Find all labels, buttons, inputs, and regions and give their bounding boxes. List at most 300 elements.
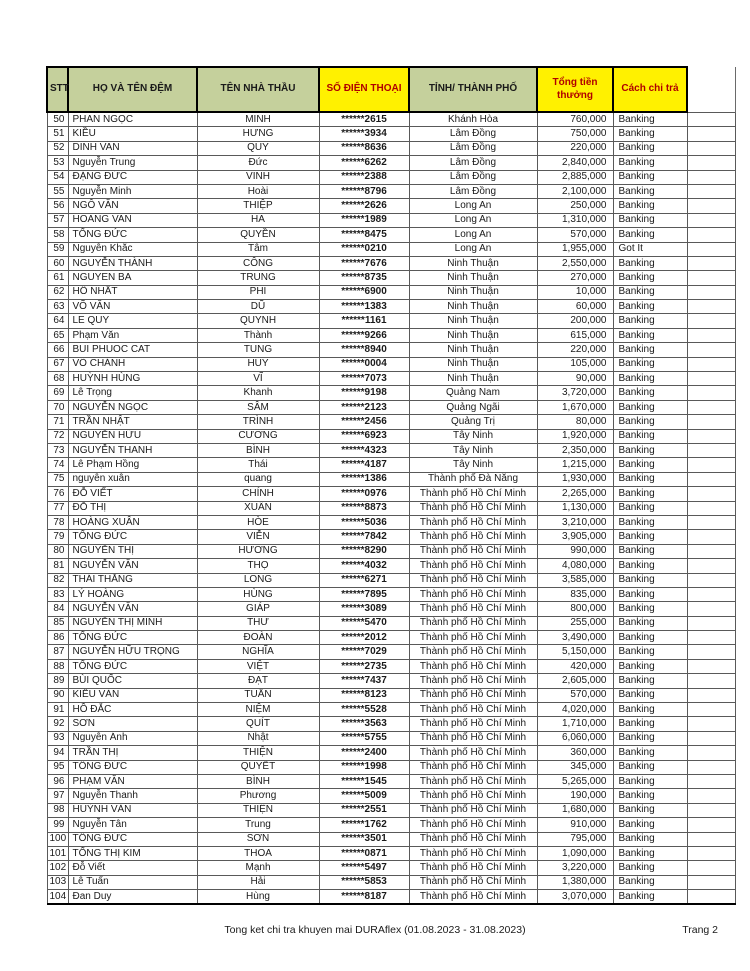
table-cell: Thành phố Hồ Chí Minh bbox=[409, 631, 537, 645]
table-cell: Ninh Thuận bbox=[409, 300, 537, 314]
table-cell: Banking bbox=[613, 112, 687, 127]
table-cell: Phương bbox=[197, 789, 319, 803]
table-cell: 570,000 bbox=[537, 688, 613, 702]
table-row bbox=[47, 659, 735, 673]
table-cell: 190,000 bbox=[537, 789, 613, 803]
table-cell: 615,000 bbox=[537, 328, 613, 342]
table-cell: TỐNG ĐỨC bbox=[68, 659, 197, 673]
table-row bbox=[47, 544, 735, 558]
table-cell: 52 bbox=[47, 141, 68, 155]
table-cell: MINH bbox=[197, 112, 319, 127]
table-cell-blank bbox=[687, 357, 735, 371]
table-cell: BÙI QUỐC bbox=[68, 674, 197, 688]
table-cell: SƠN bbox=[197, 832, 319, 846]
table-cell: Thành phố Hồ Chí Minh bbox=[409, 530, 537, 544]
table-cell: 63 bbox=[47, 300, 68, 314]
table-cell: ĐỖ THỊ bbox=[68, 501, 197, 515]
table-cell: Banking bbox=[613, 300, 687, 314]
table-cell-blank bbox=[687, 774, 735, 788]
table-cell-blank bbox=[687, 760, 735, 774]
table-row bbox=[47, 127, 735, 141]
table-cell: HƯNG bbox=[197, 127, 319, 141]
table-cell: Long An bbox=[409, 199, 537, 213]
table-cell: Banking bbox=[613, 645, 687, 659]
table-cell: Mạnh bbox=[197, 861, 319, 875]
table-cell: BÌNH bbox=[197, 774, 319, 788]
table-cell: 255,000 bbox=[537, 616, 613, 630]
table-cell: Thành phố Hồ Chí Minh bbox=[409, 573, 537, 587]
table-cell: Thành phố Hồ Chí Minh bbox=[409, 487, 537, 501]
table-cell: Lâm Đồng bbox=[409, 184, 537, 198]
table-cell: VÕ CHÁNH bbox=[68, 357, 197, 371]
table-cell-blank bbox=[687, 415, 735, 429]
table-cell: NGUYỄN VĂN bbox=[68, 602, 197, 616]
table-cell: 250,000 bbox=[537, 199, 613, 213]
table-cell: Banking bbox=[613, 213, 687, 227]
table-cell-blank bbox=[687, 472, 735, 486]
table-row bbox=[47, 530, 735, 544]
table-row bbox=[47, 487, 735, 501]
table-cell: THIỆN bbox=[197, 803, 319, 817]
table-cell: Banking bbox=[613, 818, 687, 832]
table-row bbox=[47, 731, 735, 745]
table-row bbox=[47, 645, 735, 659]
table-cell: Banking bbox=[613, 256, 687, 270]
table-cell: QUYỀN bbox=[197, 228, 319, 242]
table-cell: Thành phố Hồ Chí Minh bbox=[409, 717, 537, 731]
table-cell: Thành phố Hồ Chí Minh bbox=[409, 602, 537, 616]
table-cell: TỐNG ĐỨC bbox=[68, 631, 197, 645]
table-cell: TỐNG ĐỨC bbox=[68, 228, 197, 242]
table-cell-blank bbox=[687, 429, 735, 443]
table-cell: 1,680,000 bbox=[537, 803, 613, 817]
table-header bbox=[47, 67, 735, 112]
table-cell: 2,265,000 bbox=[537, 487, 613, 501]
table-row bbox=[47, 774, 735, 788]
table-cell: NIỆM bbox=[197, 703, 319, 717]
table-row bbox=[47, 400, 735, 414]
table-cell: Banking bbox=[613, 501, 687, 515]
table-cell: THƯ bbox=[197, 616, 319, 630]
table-cell: Ninh Thuận bbox=[409, 256, 537, 270]
table-cell: HUỲNH HÙNG bbox=[68, 372, 197, 386]
table-cell: ******1762 bbox=[319, 818, 409, 832]
table-cell: 1,215,000 bbox=[537, 458, 613, 472]
table-cell: Tây Ninh bbox=[409, 458, 537, 472]
table-cell: PHẠM VĂN bbox=[68, 774, 197, 788]
table-cell: Banking bbox=[613, 328, 687, 342]
table-row bbox=[47, 184, 735, 198]
table-cell: QUY bbox=[197, 141, 319, 155]
table-cell: Banking bbox=[613, 228, 687, 242]
table-cell: 750,000 bbox=[537, 127, 613, 141]
table-cell: 69 bbox=[47, 386, 68, 400]
table-cell-blank bbox=[687, 530, 735, 544]
table-cell: 2,885,000 bbox=[537, 170, 613, 184]
table-cell: DŨ bbox=[197, 300, 319, 314]
table-cell: Banking bbox=[613, 544, 687, 558]
table-cell: ******5853 bbox=[319, 875, 409, 889]
table-cell: 76 bbox=[47, 487, 68, 501]
table-row bbox=[47, 156, 735, 170]
table-cell: Thành phố Hồ Chí Minh bbox=[409, 544, 537, 558]
table-cell-blank bbox=[687, 544, 735, 558]
table-cell: ******1998 bbox=[319, 760, 409, 774]
table-cell: 79 bbox=[47, 530, 68, 544]
table-cell: 6,060,000 bbox=[537, 731, 613, 745]
table-cell: 420,000 bbox=[537, 659, 613, 673]
table-cell: ******2123 bbox=[319, 400, 409, 414]
table-cell: 360,000 bbox=[537, 746, 613, 760]
table-cell-blank bbox=[687, 487, 735, 501]
table-cell-blank bbox=[687, 343, 735, 357]
table-cell: ******8475 bbox=[319, 228, 409, 242]
table-cell-blank bbox=[687, 213, 735, 227]
table-cell: 1,710,000 bbox=[537, 717, 613, 731]
table-cell: 99 bbox=[47, 818, 68, 832]
table-cell-blank bbox=[687, 818, 735, 832]
table-cell: TRẦN NHẬT bbox=[68, 415, 197, 429]
table-row bbox=[47, 602, 735, 616]
table-cell: 89 bbox=[47, 674, 68, 688]
table-cell: Ninh Thuận bbox=[409, 328, 537, 342]
table-cell: Nguyễn Khắc bbox=[68, 242, 197, 256]
page-footer bbox=[0, 924, 750, 944]
table-cell: Banking bbox=[613, 415, 687, 429]
table-cell: 53 bbox=[47, 156, 68, 170]
table-cell: NGUYỄN THỊ bbox=[68, 544, 197, 558]
table-cell-blank bbox=[687, 228, 735, 242]
table-cell: ******9198 bbox=[319, 386, 409, 400]
table-cell: 59 bbox=[47, 242, 68, 256]
table-cell: 83 bbox=[47, 587, 68, 601]
table-cell: Lâm Đồng bbox=[409, 170, 537, 184]
table-cell: LONG bbox=[197, 573, 319, 587]
table-cell: ******2626 bbox=[319, 199, 409, 213]
table-cell: HÙNG bbox=[197, 587, 319, 601]
table-cell-blank bbox=[687, 372, 735, 386]
table-row bbox=[47, 559, 735, 573]
table-cell: Thành phố Hồ Chí Minh bbox=[409, 861, 537, 875]
table-cell-blank bbox=[687, 587, 735, 601]
table-cell: Banking bbox=[613, 803, 687, 817]
table-cell-blank bbox=[687, 112, 735, 127]
table-cell: 3,220,000 bbox=[537, 861, 613, 875]
table-cell: ******5497 bbox=[319, 861, 409, 875]
table-cell: Thành phố Hồ Chí Minh bbox=[409, 674, 537, 688]
table-cell: HÒE bbox=[197, 515, 319, 529]
table-cell: 990,000 bbox=[537, 544, 613, 558]
table-cell: Banking bbox=[613, 659, 687, 673]
table-cell: ******7437 bbox=[319, 674, 409, 688]
table-cell: ******0976 bbox=[319, 487, 409, 501]
table-cell: Banking bbox=[613, 631, 687, 645]
table-row bbox=[47, 501, 735, 515]
table-cell: Banking bbox=[613, 587, 687, 601]
table-cell: 90,000 bbox=[537, 372, 613, 386]
table-cell-blank bbox=[687, 803, 735, 817]
table-row bbox=[47, 688, 735, 702]
table-cell: 1,920,000 bbox=[537, 429, 613, 443]
table-cell: CƯƠNG bbox=[197, 429, 319, 443]
table-cell: 3,210,000 bbox=[537, 515, 613, 529]
table-cell: ******8735 bbox=[319, 271, 409, 285]
table-cell: Got It bbox=[613, 242, 687, 256]
table-row bbox=[47, 256, 735, 270]
table-cell: 5,265,000 bbox=[537, 774, 613, 788]
table-cell: Lê Tuấn bbox=[68, 875, 197, 889]
col-header-payment: Cách chi trả bbox=[613, 67, 687, 112]
table-cell-blank bbox=[687, 328, 735, 342]
table-cell: 85 bbox=[47, 616, 68, 630]
table-cell: Thành phố Hồ Chí Minh bbox=[409, 559, 537, 573]
payout-table bbox=[46, 66, 736, 905]
table-cell: THÁI THẮNG bbox=[68, 573, 197, 587]
table-cell: 75 bbox=[47, 472, 68, 486]
table-cell: Banking bbox=[613, 156, 687, 170]
table-cell: TRÌNH bbox=[197, 415, 319, 429]
table-cell: 80,000 bbox=[537, 415, 613, 429]
col-header-name: TÊN NHÀ THẦU bbox=[197, 67, 319, 112]
table-cell: HOANG VAN bbox=[68, 213, 197, 227]
table-row bbox=[47, 472, 735, 486]
table-cell: BUI PHUOC CAT bbox=[68, 343, 197, 357]
table-cell: QUYẾT bbox=[197, 760, 319, 774]
table-row bbox=[47, 443, 735, 457]
table-cell-blank bbox=[687, 875, 735, 889]
table-cell: 60 bbox=[47, 256, 68, 270]
table-cell: 87 bbox=[47, 645, 68, 659]
table-cell: Lê Trọng bbox=[68, 386, 197, 400]
table-cell: 2,350,000 bbox=[537, 443, 613, 457]
table-cell: ******5009 bbox=[319, 789, 409, 803]
table-cell-blank bbox=[687, 861, 735, 875]
table-cell: ******8873 bbox=[319, 501, 409, 515]
table-cell: Quảng Nam bbox=[409, 386, 537, 400]
table-cell: ******0871 bbox=[319, 846, 409, 860]
table-cell: Nguyễn Minh bbox=[68, 184, 197, 198]
table-cell: 1,130,000 bbox=[537, 501, 613, 515]
table-cell: Ninh Thuận bbox=[409, 314, 537, 328]
table-cell: 81 bbox=[47, 559, 68, 573]
table-cell: Phạm Văn bbox=[68, 328, 197, 342]
table-row bbox=[47, 631, 735, 645]
table-cell: 92 bbox=[47, 717, 68, 731]
table-cell: 91 bbox=[47, 703, 68, 717]
table-row bbox=[47, 616, 735, 630]
table-cell: 570,000 bbox=[537, 228, 613, 242]
table-row bbox=[47, 587, 735, 601]
table-cell: Banking bbox=[613, 731, 687, 745]
table-cell: BÌNH bbox=[197, 443, 319, 457]
table-cell: Thành phố Hồ Chí Minh bbox=[409, 890, 537, 905]
table-cell: Thành phố Hồ Chí Minh bbox=[409, 731, 537, 745]
table-cell: Banking bbox=[613, 602, 687, 616]
table-cell: TỐNG THỊ KIM bbox=[68, 846, 197, 860]
table-cell: 50 bbox=[47, 112, 68, 127]
table-cell: ĐẶNG ĐỨC bbox=[68, 170, 197, 184]
table-cell: ******1989 bbox=[319, 213, 409, 227]
table-cell: ******3934 bbox=[319, 127, 409, 141]
table-cell: 1,670,000 bbox=[537, 400, 613, 414]
table-cell: Thành phố Đà Nẵng bbox=[409, 472, 537, 486]
table-cell-blank bbox=[687, 616, 735, 630]
table-cell: ******5755 bbox=[319, 731, 409, 745]
table-cell: 95 bbox=[47, 760, 68, 774]
table-cell: 80 bbox=[47, 544, 68, 558]
table-cell: Long An bbox=[409, 213, 537, 227]
table-cell: ******5528 bbox=[319, 703, 409, 717]
table-cell: 4,020,000 bbox=[537, 703, 613, 717]
table-cell: TUẤN bbox=[197, 688, 319, 702]
table-cell: ******3563 bbox=[319, 717, 409, 731]
table-cell: CHÍNH bbox=[197, 487, 319, 501]
table-cell: LE QUY bbox=[68, 314, 197, 328]
table-cell: Banking bbox=[613, 746, 687, 760]
table-cell-blank bbox=[687, 314, 735, 328]
table-cell: 56 bbox=[47, 199, 68, 213]
table-cell: Nhật bbox=[197, 731, 319, 745]
table-cell: Ninh Thuận bbox=[409, 357, 537, 371]
table-row bbox=[47, 328, 735, 342]
table-cell-blank bbox=[687, 156, 735, 170]
table-cell: 71 bbox=[47, 415, 68, 429]
table-cell: ******2615 bbox=[319, 112, 409, 127]
table-cell: 57 bbox=[47, 213, 68, 227]
table-cell: ******6271 bbox=[319, 573, 409, 587]
table-cell: Đỗ Viết bbox=[68, 861, 197, 875]
table-row bbox=[47, 703, 735, 717]
table-cell: NGUYỄN HỮU bbox=[68, 429, 197, 443]
table-cell: ******2388 bbox=[319, 170, 409, 184]
table-row bbox=[47, 890, 735, 905]
table-cell-blank bbox=[687, 300, 735, 314]
table-cell: 200,000 bbox=[537, 314, 613, 328]
table-cell: 72 bbox=[47, 429, 68, 443]
table-cell: 94 bbox=[47, 746, 68, 760]
table-cell: 220,000 bbox=[537, 141, 613, 155]
table-cell: 2,550,000 bbox=[537, 256, 613, 270]
table-cell: Banking bbox=[613, 890, 687, 905]
table-cell-blank bbox=[687, 242, 735, 256]
table-cell: Nguyễn Tân bbox=[68, 818, 197, 832]
table-cell-blank bbox=[687, 271, 735, 285]
table-cell-blank bbox=[687, 832, 735, 846]
table-cell: NGHĨA bbox=[197, 645, 319, 659]
table-cell: 345,000 bbox=[537, 760, 613, 774]
table-cell: Banking bbox=[613, 458, 687, 472]
table-cell: ******1161 bbox=[319, 314, 409, 328]
table-cell: Thành phố Hồ Chí Minh bbox=[409, 774, 537, 788]
table-cell: NGUYỄN THÀNH bbox=[68, 256, 197, 270]
table-row bbox=[47, 343, 735, 357]
table-cell: 97 bbox=[47, 789, 68, 803]
table-cell: Banking bbox=[613, 515, 687, 529]
table-cell: NGÔ VĂN bbox=[68, 199, 197, 213]
table-cell: Banking bbox=[613, 832, 687, 846]
table-cell: 70 bbox=[47, 400, 68, 414]
table-row bbox=[47, 674, 735, 688]
table-cell: 68 bbox=[47, 372, 68, 386]
table-cell-blank bbox=[687, 386, 735, 400]
table-cell: ******5470 bbox=[319, 616, 409, 630]
table-cell: 74 bbox=[47, 458, 68, 472]
table-cell: Thành phố Hồ Chí Minh bbox=[409, 846, 537, 860]
table-cell: VÕ VĂN bbox=[68, 300, 197, 314]
table-cell: Banking bbox=[613, 774, 687, 788]
table-cell-blank bbox=[687, 170, 735, 184]
table-cell-blank bbox=[687, 631, 735, 645]
table-row bbox=[47, 846, 735, 860]
table-cell: 60,000 bbox=[537, 300, 613, 314]
table-cell: ******7073 bbox=[319, 372, 409, 386]
table-cell: 910,000 bbox=[537, 818, 613, 832]
table-cell: 102 bbox=[47, 861, 68, 875]
table-cell: 795,000 bbox=[537, 832, 613, 846]
table-cell: 3,905,000 bbox=[537, 530, 613, 544]
table-cell: Thành phố Hồ Chí Minh bbox=[409, 501, 537, 515]
table-cell: ******8290 bbox=[319, 544, 409, 558]
table-cell: KIỀU VĂN bbox=[68, 688, 197, 702]
table-cell: 93 bbox=[47, 731, 68, 745]
table-cell: 67 bbox=[47, 357, 68, 371]
table-cell-blank bbox=[687, 501, 735, 515]
table-cell: TRẦN THỊ bbox=[68, 746, 197, 760]
table-cell: Đức bbox=[197, 156, 319, 170]
table-cell: 73 bbox=[47, 443, 68, 457]
table-cell: 54 bbox=[47, 170, 68, 184]
table-cell: 61 bbox=[47, 271, 68, 285]
table-cell: Thành phố Hồ Chí Minh bbox=[409, 616, 537, 630]
table-cell: HUY bbox=[197, 357, 319, 371]
header-row bbox=[47, 67, 735, 112]
table-cell: CÔNG bbox=[197, 256, 319, 270]
col-header-phone: SỐ ĐIỆN THOẠI bbox=[319, 67, 409, 112]
table-cell: 220,000 bbox=[537, 343, 613, 357]
table-cell-blank bbox=[687, 688, 735, 702]
table-cell: VIỄN bbox=[197, 530, 319, 544]
table-cell: 1,380,000 bbox=[537, 875, 613, 889]
col-header-province: TỈNH/ THÀNH PHỐ bbox=[409, 67, 537, 112]
table-cell-blank bbox=[687, 890, 735, 905]
table-cell: ******4032 bbox=[319, 559, 409, 573]
table-row bbox=[47, 314, 735, 328]
table-cell: Thành phố Hồ Chí Minh bbox=[409, 760, 537, 774]
table-cell-blank bbox=[687, 515, 735, 529]
table-cell: 96 bbox=[47, 774, 68, 788]
table-cell: Ninh Thuận bbox=[409, 372, 537, 386]
table-cell: Thành phố Hồ Chí Minh bbox=[409, 703, 537, 717]
table-cell: SÂM bbox=[197, 400, 319, 414]
table-cell: 1,310,000 bbox=[537, 213, 613, 227]
table-cell: Banking bbox=[613, 559, 687, 573]
table-cell: 51 bbox=[47, 127, 68, 141]
col-header-surname: HỌ VÀ TÊN ĐỆM bbox=[68, 67, 197, 112]
table-cell: Tây Ninh bbox=[409, 429, 537, 443]
col-header-stt: STT bbox=[47, 67, 68, 112]
table-cell: Banking bbox=[613, 386, 687, 400]
table-row bbox=[47, 832, 735, 846]
table-cell: NGUYỄN THỊ MINH bbox=[68, 616, 197, 630]
table-cell: ******8796 bbox=[319, 184, 409, 198]
table-cell: Nguyễn Ánh bbox=[68, 731, 197, 745]
table-cell: Khánh Hòa bbox=[409, 112, 537, 127]
table-row bbox=[47, 170, 735, 184]
table-cell: ******0004 bbox=[319, 357, 409, 371]
table-cell: THỌ bbox=[197, 559, 319, 573]
table-cell: ******6900 bbox=[319, 285, 409, 299]
table-cell: ******8940 bbox=[319, 343, 409, 357]
